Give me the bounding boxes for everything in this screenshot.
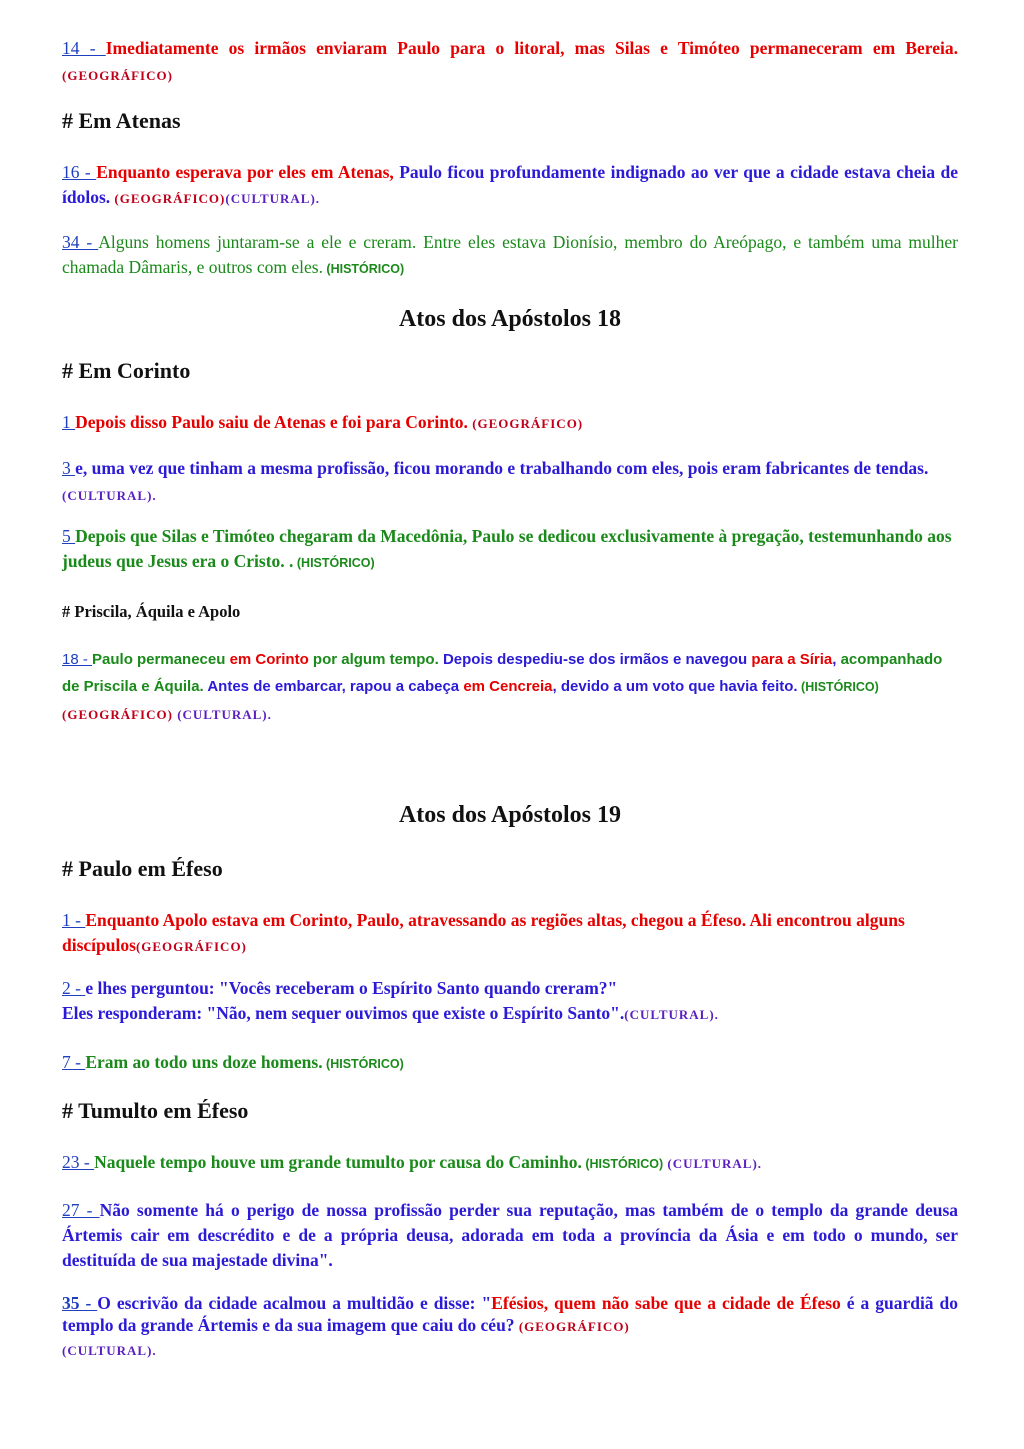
section-heading-tumulto <box>62 1098 958 1124</box>
verse-text: e, uma vez que tinham a mesma profissão, ficou morando e trabalhando com eles, pois eram fabricantes de tendas. <box>75 458 929 478</box>
verse-text-2: Efésios, quem não sabe que a cidade de Éfeso <box>491 1293 841 1313</box>
tag-historico: (HISTÓRICO) <box>797 680 879 694</box>
verse-number: 34 - <box>62 232 99 252</box>
verse-19-7 <box>62 1050 958 1077</box>
verse-text-1: Paulo permaneceu <box>92 651 230 668</box>
verse-19-35 <box>62 1292 958 1362</box>
verse-text: Naquele tempo houve um grande tumulto por causa do Caminho. <box>94 1152 582 1172</box>
tag-cultural: (CULTURAL). <box>172 707 272 722</box>
verse-number: 35 - <box>62 1293 98 1313</box>
verse-text-red: Enquanto esperava por eles em Atenas, <box>96 162 394 182</box>
chapter-title-19 <box>62 802 958 829</box>
verse-line-1: e lhes perguntou: "Vocês receberam o Espírito Santo quando creram?" <box>85 978 618 998</box>
verse-number: 7 - <box>62 1052 86 1072</box>
tag-cultural: (CULTURAL). <box>225 191 321 206</box>
verse-17-14 <box>62 36 958 88</box>
chapter-title-18 <box>62 306 958 333</box>
verse-19-23 <box>62 1150 958 1177</box>
verse-text: Eram ao todo uns doze homens. <box>85 1052 323 1072</box>
verse-text: Depois que Silas e Timóteo chegaram da Macedônia, Paulo se dedicou exclusivamente à pregação, testemunhando aos judeus que Jesus era o Cristo. . <box>62 526 952 571</box>
verse-text-1: O escrivão da cidade acalmou a multidão e disse: " <box>97 1293 492 1313</box>
verse-text-3: por algum tempo. <box>308 651 443 668</box>
tag-geografico: (GEOGRÁFICO) <box>110 191 226 206</box>
verse-number: 2 - <box>62 978 86 998</box>
verse-number: 1 - <box>62 910 86 930</box>
tag-historico: (HISTÓRICO) <box>293 556 375 570</box>
chapter-title: Atos dos Apóstolos 18 <box>398 306 622 332</box>
heading-text: # Tumulto em Éfeso <box>62 1098 249 1123</box>
verse-text-2: em Corinto <box>229 651 309 668</box>
tag-cultural: (CULTURAL). <box>663 1156 763 1171</box>
verse-number: 3 <box>62 458 76 478</box>
verse-17-34 <box>62 230 958 282</box>
verse-number: 18 - <box>62 651 93 668</box>
tag-cultural: (CULTURAL). <box>624 1007 719 1022</box>
heading-text: # Paulo em Éfeso <box>62 856 223 881</box>
verse-number: 14 - <box>62 38 106 58</box>
verse-number: 1 <box>62 412 76 432</box>
verse-text-6: , <box>832 651 841 668</box>
verse-text-4: Depois despediu-se dos irmãos e navegou <box>442 651 752 668</box>
heading-text: # Em Atenas <box>62 108 181 133</box>
verse-text: Alguns homens juntaram-se a ele e creram. Entre eles estava Dionísio, membro do Areópago, e também uma mulher chamada Dâmaris, e outros com eles. <box>62 232 958 277</box>
section-heading-corinto <box>62 358 958 384</box>
verse-number: 5 <box>62 526 76 546</box>
section-heading-atenas <box>62 108 958 134</box>
verse-number: 16 - <box>62 162 97 182</box>
verse-18-1 <box>62 410 958 436</box>
verse-17-16 <box>62 160 958 211</box>
tag-geografico: (GEOGRÁFICO) <box>62 68 173 83</box>
verse-text-10: , devido a um voto que havia feito. <box>552 678 798 695</box>
tag-cultural: (CULTURAL). <box>62 1343 157 1358</box>
section-heading-efeso <box>62 856 958 882</box>
heading-text: # Em Corinto <box>62 358 191 383</box>
chapter-title: Atos dos Apóstolos 19 <box>398 802 622 828</box>
verse-text-5: para a Síria <box>751 651 833 668</box>
verse-text: Não somente há o perigo de nossa profissão perder sua reputação, mas também de o templo da grande deusa Ártemis cair em descrédito e de a própria deusa, adorada em toda a província da Ásia e em todo o mundo, ser destituída de sua majestade divina". <box>62 1200 959 1270</box>
tag-geografico: (GEOGRÁFICO) <box>514 1319 630 1334</box>
verse-text-9: em Cencreia <box>463 678 553 695</box>
verse-19-1 <box>62 908 958 959</box>
verse-19-2 <box>62 976 958 1027</box>
verse-text-blue: Paulo ficou profundamente indignado ao ver que a cidade estava cheia de ídolos. <box>62 162 959 207</box>
verse-18-5 <box>62 524 958 576</box>
verse-19-27 <box>62 1198 958 1273</box>
verse-text-3: é a guardiã do templo da grande Ártemis e da sua imagem que caiu do céu? <box>62 1293 959 1335</box>
verse-line-2: Eles responderam: "Não, nem sequer ouvimos que existe o Espírito Santo". <box>62 1003 625 1023</box>
verse-text: Imediatamente os irmãos enviaram Paulo para o litoral, mas Silas e Timóteo permaneceram em Bereia. <box>105 38 958 58</box>
tag-geografico: (GEOGRÁFICO) <box>135 939 247 954</box>
verse-text-7: acompanhado de Priscila e Áquila. <box>62 651 943 695</box>
verse-number: 27 - <box>62 1200 100 1220</box>
verse-text: Depois disso Paulo saiu de Atenas e foi para Corinto. <box>75 412 468 432</box>
verse-text-8: Antes de embarcar, rapou a cabeça <box>203 678 464 695</box>
verse-number: 23 - <box>62 1152 95 1172</box>
tag-historico: (HISTÓRICO) <box>581 1157 664 1171</box>
verse-text: Enquanto Apolo estava em Corinto, Paulo, atravessando as regiões altas, chegou a Éfeso. Ali encontrou alguns discípulos <box>62 910 905 955</box>
tag-historico: (HISTÓRICO) <box>322 262 405 276</box>
heading-text: # Priscila, Áquila e Apolo <box>62 602 241 621</box>
verse-18-18 <box>62 646 958 728</box>
tag-geografico: (GEOGRÁFICO) <box>467 416 584 431</box>
tag-historico: (HISTÓRICO) <box>322 1057 404 1071</box>
tag-cultural: (CULTURAL). <box>62 488 157 503</box>
section-heading-priscila <box>62 602 958 622</box>
tag-geografico: (GEOGRÁFICO) <box>62 707 173 722</box>
verse-18-3 <box>62 456 958 508</box>
